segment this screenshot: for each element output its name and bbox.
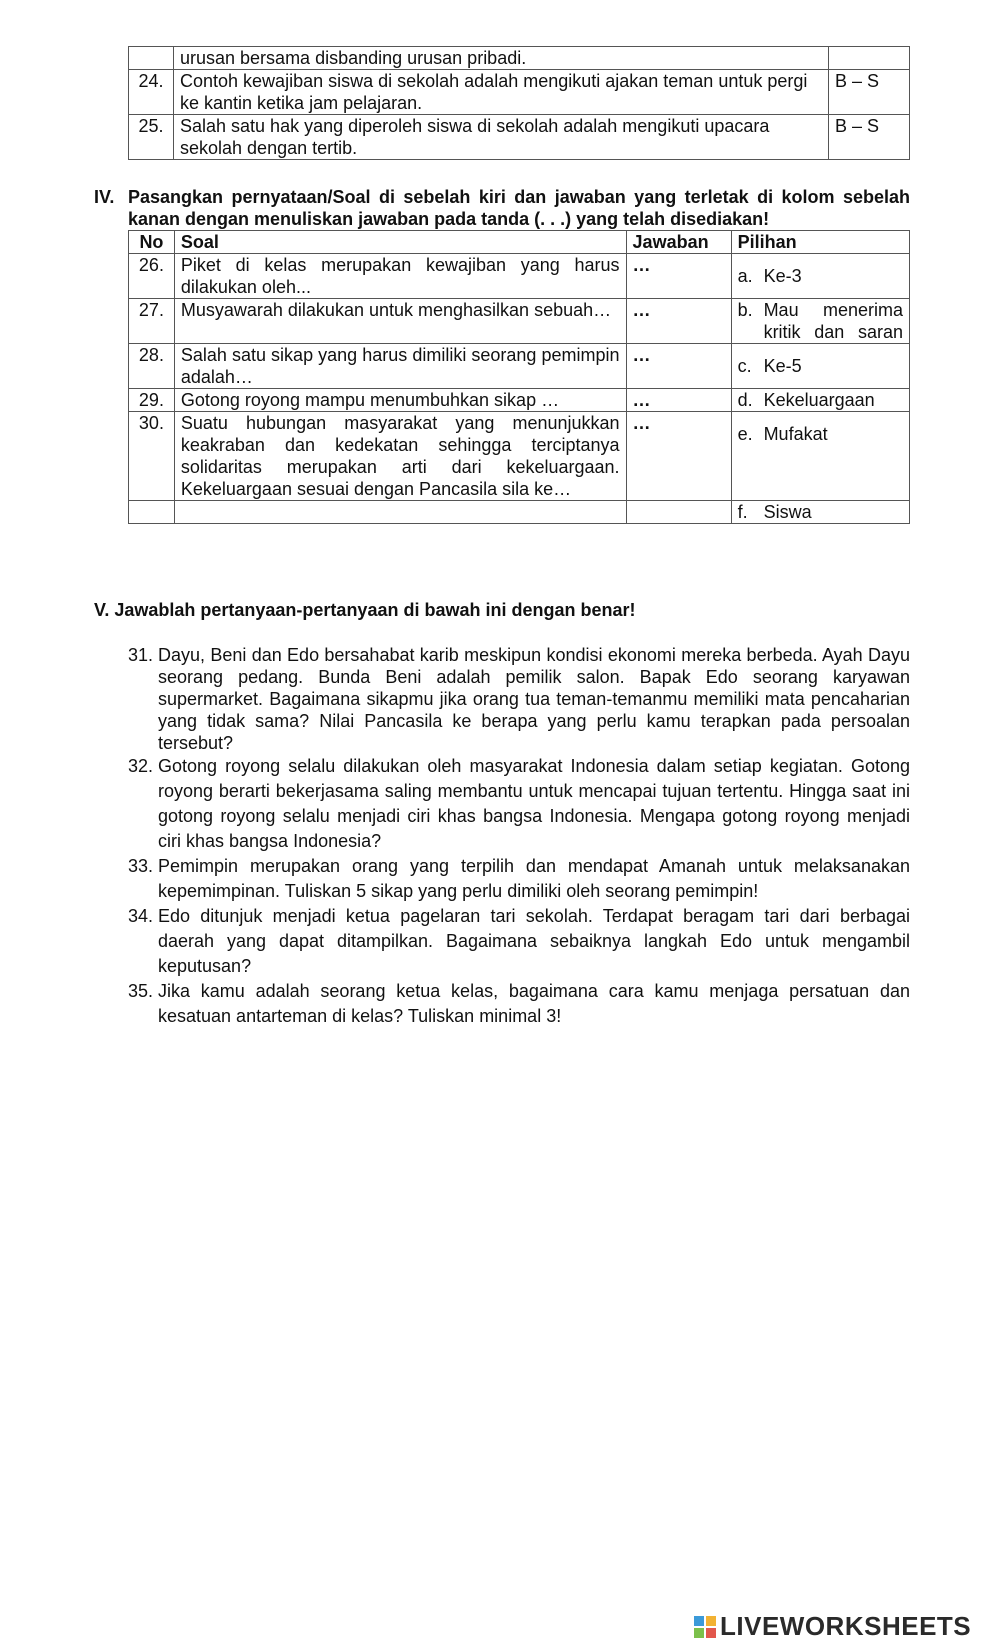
option-cell: [731, 344, 909, 389]
table-row: [129, 70, 910, 115]
row-number: 25.: [129, 115, 174, 160]
row-number: 24.: [129, 70, 174, 115]
answer-option: [738, 265, 903, 287]
question-text: Jika kamu adalah seorang ketua kelas, bagaimana cara kamu menjaga persatuan dan kesatuan antarteman di kelas? Tuliskan minimal 3!: [158, 981, 910, 1026]
section5-heading: V. Jawablah pertanyaan-pertanyaan di bawah ini dengan benar!: [94, 600, 636, 620]
table-row: [129, 115, 910, 160]
question-text: Gotong royong selalu dilakukan oleh masyarakat Indonesia dalam setiap kegiatan. Gotong royong berarti bekerjasama saling membantu untuk mencapai tujuan tertentu. Hingga saat ini gotong royong selalu menjadi ciri khas bangsa Indonesia. Mengapa gotong royong menjadi ciri khas bangsa Indonesia?: [158, 756, 910, 851]
question-number: 31.: [128, 645, 154, 665]
option-cell: [731, 299, 909, 344]
statement-text: Contoh kewajiban siswa di sekolah adalah mengikuti ajakan teman untuk pergi ke kantin ketika jam pelajaran.: [174, 70, 829, 115]
table-row: [129, 389, 910, 412]
matching-table-header: [129, 231, 910, 254]
option-cell: [731, 501, 909, 524]
section4-instruction: Pasangkan pernyataan/Soal di sebelah kiri dan jawaban yang terletak di kolom sebelah kanan dengan menuliskan jawaban pada tanda (. . .) yang telah disediakan!: [128, 187, 910, 229]
table-row: [129, 254, 910, 299]
answer-option: [738, 299, 903, 343]
option-letter: d.: [737, 390, 753, 410]
question-text: [174, 501, 626, 524]
answer-blank[interactable]: …: [626, 299, 731, 344]
header-soal: Soal: [174, 231, 626, 254]
option-letter: e.: [737, 424, 753, 444]
essay-question: [128, 644, 910, 754]
logo-square: [694, 1628, 704, 1638]
option-text: Ke-5: [763, 356, 802, 376]
option-letter: a.: [737, 266, 753, 286]
true-false-answer[interactable]: B – S: [829, 70, 910, 115]
option-cell: [731, 254, 909, 299]
question-number: 33.: [128, 856, 154, 876]
answer-blank[interactable]: …: [626, 389, 731, 412]
option-text: Kekeluargaan: [763, 390, 875, 410]
answer-blank[interactable]: [626, 501, 731, 524]
statement-text: urusan bersama disbanding urusan pribadi.: [174, 47, 829, 70]
table-row: [129, 299, 910, 344]
section4-number: IV.: [94, 187, 115, 207]
section3-table: [128, 46, 910, 160]
header-jawaban: Jawaban: [626, 231, 731, 254]
liveworksheets-brand: [694, 1611, 971, 1642]
question-number: 35.: [128, 981, 154, 1001]
row-number: 29.: [129, 389, 175, 412]
brand-name: LIVEWORKSHEETS: [720, 1611, 972, 1641]
essay-question: [128, 854, 910, 904]
row-number: [129, 47, 174, 70]
answer-option: [738, 389, 903, 411]
logo-square: [706, 1628, 716, 1638]
question-text: Gotong royong mampu menumbuhkan sikap …: [174, 389, 626, 412]
row-number: [129, 501, 175, 524]
true-false-answer[interactable]: B – S: [829, 115, 910, 160]
option-text: Mufakat: [763, 424, 828, 444]
question-text: Suatu hubungan masyarakat yang menunjukkan keakraban dan kedekatan sehingga terciptanya solidaritas merupakan arti dari kekeluargaan. Kekeluargaan sesuai dengan Pancasila sila ke…: [174, 412, 626, 501]
question-number: 34.: [128, 906, 154, 926]
answer-blank[interactable]: …: [626, 412, 731, 501]
option-cell: [731, 412, 909, 501]
section4-header: [94, 186, 910, 230]
table-row: [129, 501, 910, 524]
essay-list: [128, 644, 910, 1029]
option-text: Siswa: [763, 502, 812, 522]
row-number: 26.: [129, 254, 175, 299]
answer-option: [738, 423, 903, 445]
answer-blank[interactable]: …: [626, 344, 731, 389]
essay-question: [128, 979, 910, 1029]
option-letter: b.: [737, 300, 753, 320]
table-row: [129, 344, 910, 389]
answer-blank[interactable]: …: [626, 254, 731, 299]
essay-question: [128, 904, 910, 979]
question-number: 32.: [128, 756, 154, 776]
answer-option: [738, 355, 903, 377]
answer-option: [738, 501, 903, 523]
essay-question: [128, 754, 910, 854]
logo-square: [694, 1616, 704, 1626]
header-pilihan: Pilihan: [731, 231, 909, 254]
statement-text: Salah satu hak yang diperoleh siswa di sekolah adalah mengikuti upacara sekolah dengan tertib.: [174, 115, 829, 160]
question-text: Pemimpin merupakan orang yang terpilih dan mendapat Amanah untuk melaksanakan kepemimpinan. Tuliskan 5 sikap yang perlu dimiliki oleh seorang pemimpin!: [158, 856, 910, 901]
matching-table: [128, 230, 910, 524]
true-false-answer[interactable]: [829, 47, 910, 70]
option-cell: [731, 389, 909, 412]
question-text: Piket di kelas merupakan kewajiban yang harus dilakukan oleh...: [174, 254, 626, 299]
table-row: [129, 412, 910, 501]
question-text: Dayu, Beni dan Edo bersahabat karib meskipun kondisi ekonomi mereka berbeda. Ayah Dayu seorang pedang. Bunda Beni adalah pemilik salon. Bapak Edo seorang karyawan supermarket. Bagaimana sikapmu jika orang tua teman-temanmu memiliki mata pencaharian yang tidak sama? Nilai Pancasila ke berapa yang perlu kamu terapkan pada persoalan tersebut?: [158, 645, 910, 753]
header-no: No: [129, 231, 175, 254]
table-row: [129, 47, 910, 70]
question-text: Musyawarah dilakukan untuk menghasilkan sebuah…: [174, 299, 626, 344]
option-text: Mau menerima kritik dan saran: [763, 300, 903, 342]
question-text: Edo ditunjuk menjadi ketua pagelaran tari sekolah. Terdapat beragam tari dari berbagai daerah yang dapat ditampilkan. Bagaimana sebaiknya langkah Edo untuk mengambil keputusan?: [158, 906, 910, 976]
option-letter: f.: [737, 502, 748, 522]
option-text: Ke-3: [763, 266, 802, 286]
logo-square: [706, 1616, 716, 1626]
row-number: 27.: [129, 299, 175, 344]
option-letter: c.: [737, 356, 752, 376]
question-text: Salah satu sikap yang harus dimiliki seorang pemimpin adalah…: [174, 344, 626, 389]
row-number: 28.: [129, 344, 175, 389]
liveworksheets-logo-icon: [694, 1616, 716, 1638]
row-number: 30.: [129, 412, 175, 501]
